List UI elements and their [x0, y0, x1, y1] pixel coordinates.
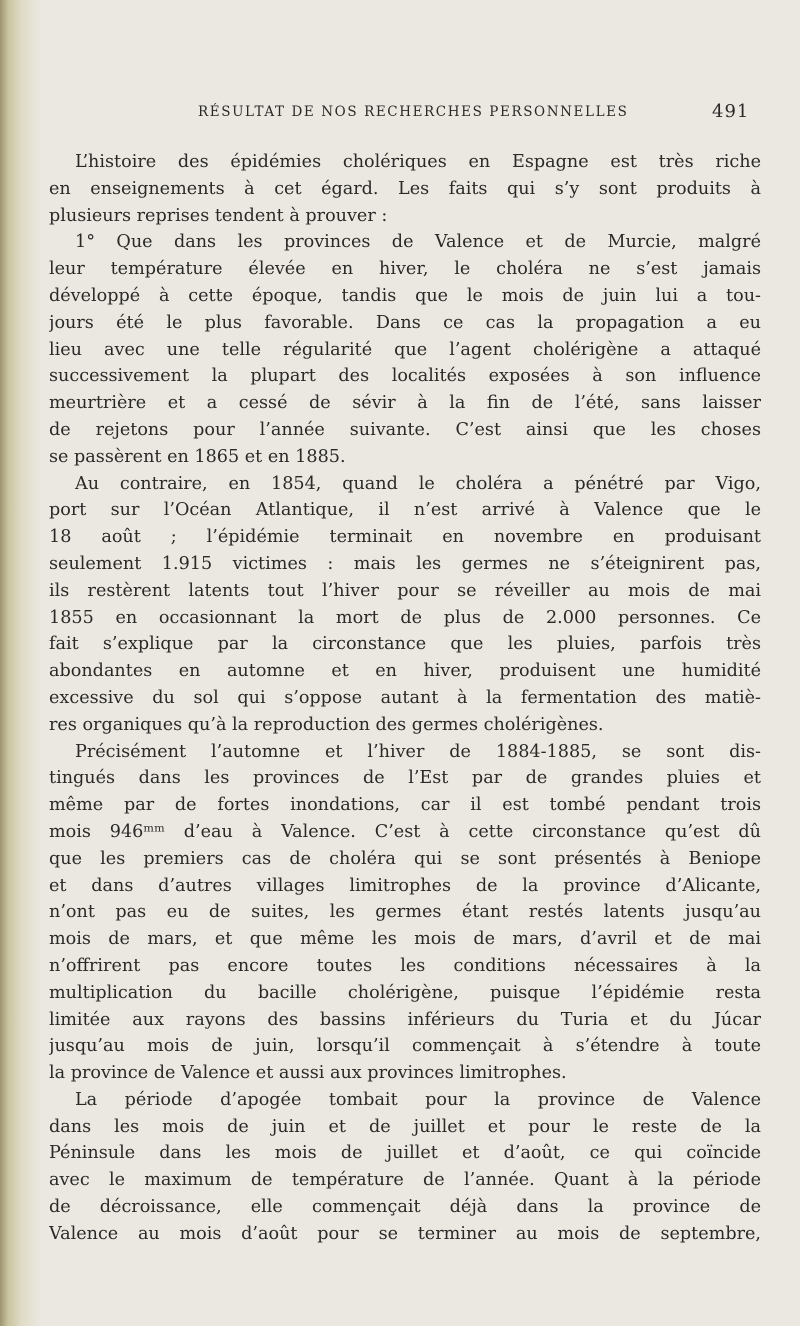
- text-line: mois 946ᵐᵐ d’eau à Valence. C’est à cette circonstance qu’est dû: [49, 821, 761, 842]
- text-line: se passèrent en 1865 et en 1885.: [49, 446, 346, 467]
- paragraph-4: [49, 739, 761, 1087]
- text-line: Au contraire, en 1854, quand le choléra a pénétré par Vigo,: [75, 473, 761, 494]
- text-line: abondantes en automne et en hiver, produisent une humidité: [49, 661, 761, 682]
- text-line: même par de fortes inondations, car il est tombé pendant trois: [49, 795, 761, 816]
- text-line: lieu avec une telle régularité que l’agent cholérigène a attaqué: [49, 339, 761, 360]
- text-line: dans les mois de juin et de juillet et pour le reste de la: [49, 1116, 761, 1137]
- text-line: Précisément l’automne et l’hiver de 1884-1885, se sont dis-: [75, 741, 761, 762]
- text-line: jours été le plus favorable. Dans ce cas la propagation a eu: [49, 312, 761, 333]
- text-line: mois de mars, et que même les mois de mars, d’avril et de mai: [49, 929, 761, 950]
- paragraph-3: [49, 471, 761, 739]
- text-line: L’histoire des épidémies cholériques en Espagne est très riche: [75, 152, 761, 172]
- text-line: 1855 en occasionnant la mort de plus de 2.000 personnes. Ce: [49, 607, 761, 628]
- text-line: 1° Que dans les provinces de Valence et de Murcie, malgré: [75, 232, 761, 253]
- paragraph-2: [49, 229, 761, 470]
- text-line: n’ont pas eu de suites, les germes étant restés latents jusqu’au: [49, 902, 761, 923]
- text-line: que les premiers cas de choléra qui se sont présentés à Beniope: [49, 848, 761, 869]
- text-line: seulement 1.915 victimes : mais les germes ne s’éteignirent pas,: [49, 553, 761, 574]
- text-line: plusieurs reprises tendent à prouver :: [49, 205, 388, 226]
- text-line: Péninsule dans les mois de juillet et d’août, ce qui coïncide: [49, 1143, 761, 1164]
- text-line: tingués dans les provinces de l’Est par de grandes pluies et: [49, 768, 761, 789]
- text-line: leur température élevée en hiver, le choléra ne s’est jamais: [49, 259, 761, 280]
- text-line: port sur l’Océan Atlantique, il n’est arrivé à Valence que le: [49, 500, 761, 521]
- text-line: limitée aux rayons des bassins inférieurs du Turia et du Júcar: [49, 1009, 761, 1030]
- text-line: jusqu’au mois de juin, lorsqu’il commençait à s’étendre à toute: [49, 1036, 761, 1057]
- text-line: 18 août ; l’épidémie terminait en novembre en produisant: [49, 527, 761, 548]
- page-number: 491: [712, 101, 750, 122]
- text-line: et dans d’autres villages limitrophes de la province d’Alicante,: [49, 875, 761, 896]
- text-line: successivement la plupart des localités exposées à son influence: [49, 366, 761, 387]
- text-line: la province de Valence et aussi aux provinces limitrophes.: [49, 1063, 567, 1084]
- text-line: ils restèrent latents tout l’hiver pour se réveiller au mois de mai: [49, 580, 761, 601]
- text-line: n’offrirent pas encore toutes les conditions nécessaires à la: [49, 955, 761, 976]
- text-line: de décroissance, elle commençait déjà dans la province de: [49, 1197, 761, 1218]
- text-line: meurtrière et a cessé de sévir à la fin de l’été, sans laisser: [49, 393, 761, 414]
- text-line: en enseignements à cet égard. Les faits qui s’y sont produits à: [49, 178, 761, 199]
- text-line: multiplication du bacille cholérigène, puisque l’épidémie resta: [49, 982, 761, 1003]
- text-line: res organiques qu’à la reproduction des germes cholérigènes.: [49, 714, 604, 735]
- text-line: fait s’explique par la circonstance que les pluies, parfois très: [49, 634, 761, 655]
- text-line: avec le maximum de température de l’année. Quant à la période: [49, 1170, 761, 1191]
- text-line: La période d’apogée tombait pour la province de Valence: [75, 1089, 761, 1110]
- body-text: [49, 149, 761, 1248]
- text-line: de rejetons pour l’année suivante. C’est ainsi que les choses: [49, 419, 761, 440]
- text-line: développé à cette époque, tandis que le mois de juin lui a tou-: [49, 285, 761, 306]
- running-head: [0, 101, 800, 128]
- text-line: excessive du sol qui s’oppose autant à la fermentation des matiè-: [49, 687, 761, 708]
- paragraph-1: [49, 149, 761, 229]
- running-title: RÉSULTAT DE NOS RECHERCHES PERSONNELLES: [198, 104, 629, 120]
- text-line: Valence au mois d’août pour se terminer au mois de septembre,: [49, 1223, 761, 1244]
- paragraph-5: [49, 1087, 761, 1248]
